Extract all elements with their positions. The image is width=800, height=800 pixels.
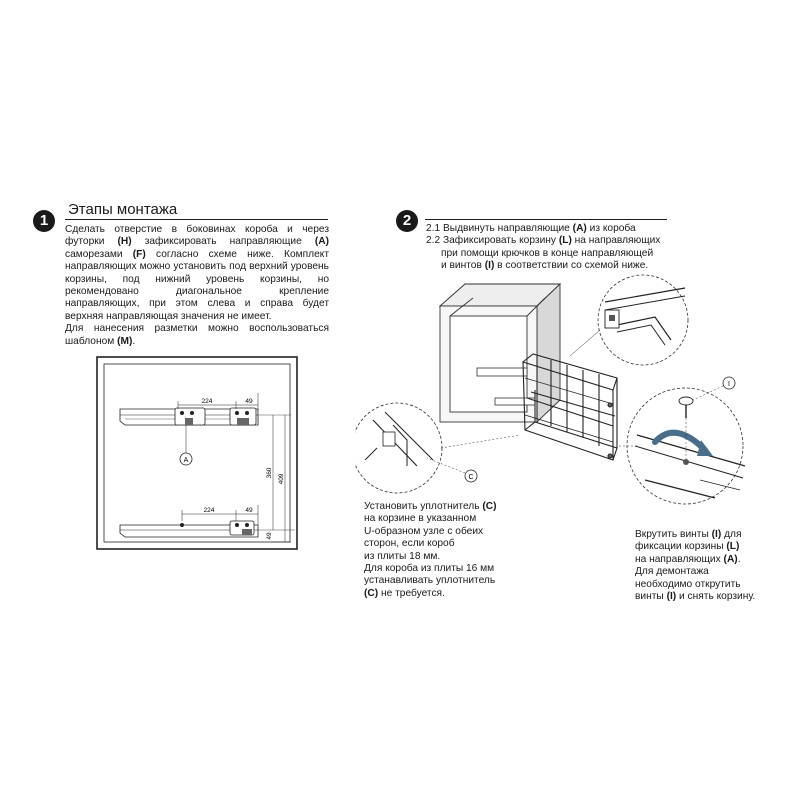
text-segment: верхняя направляющая значения не имеет. [65, 310, 272, 322]
callout-a: A [183, 457, 189, 464]
text-segment: зафиксировать направляющие [131, 236, 315, 248]
text-line [426, 235, 696, 247]
part-reference: (C) [482, 501, 497, 512]
text-line [364, 588, 524, 600]
text-line [364, 526, 524, 538]
text-line [635, 566, 785, 578]
upper-rail [120, 408, 258, 425]
section-title: Этапы монтажа [68, 201, 178, 218]
text-line [65, 323, 329, 335]
text-line [65, 274, 329, 286]
text-line [65, 236, 329, 248]
text-segment: сторон, если короб [364, 538, 455, 550]
part-reference: (H) [117, 236, 132, 248]
callout-i: I [728, 381, 730, 388]
part-reference: (I) [666, 591, 677, 603]
part-reference: (L) [726, 541, 740, 553]
dim-49-bottom: 49 [245, 507, 253, 514]
wire-basket [523, 354, 617, 460]
text-segment: . [132, 335, 136, 347]
text-line [364, 538, 524, 550]
text-segment: направляющих можно установить под верхний уровень [65, 261, 329, 273]
title-underline [65, 219, 328, 220]
dim-224-bottom: 224 [203, 507, 215, 514]
text-line [364, 575, 524, 587]
text-line [364, 563, 524, 575]
text-segment: направляющих, при этом слева и справа будет [65, 298, 329, 310]
part-reference: (A) [723, 553, 738, 565]
gasket-detail-inset [355, 403, 442, 493]
text-segment: не требуется. [378, 587, 445, 599]
text-line [426, 248, 696, 260]
part-reference: (I) [484, 260, 495, 272]
dim-224-top: 224 [201, 398, 213, 405]
text-segment: необходимо открутить [635, 578, 741, 590]
text-segment: в соответствии со схемой ниже. [494, 260, 649, 272]
text-line [65, 298, 329, 310]
text-segment: . [737, 553, 741, 565]
step-1-instructions [65, 224, 329, 348]
text-segment: фиксации корзины [635, 541, 727, 553]
callout-c: C [468, 474, 474, 481]
dim-409: 409 [278, 473, 285, 485]
text-segment: рекомендовано диагональное крепление [65, 286, 329, 298]
text-line [426, 223, 696, 235]
text-line [635, 529, 785, 541]
gasket-note [364, 501, 524, 600]
part-reference: (A) [314, 236, 329, 248]
part-reference: (F) [132, 248, 146, 260]
text-line [364, 551, 524, 563]
text-segment: Установить уплотнитель [364, 501, 483, 512]
dim-360: 360 [266, 467, 273, 479]
text-segment: 2.2 Зафиксировать корзину [426, 235, 559, 247]
text-segment: Для короба из плиты 16 мм [364, 563, 495, 575]
text-segment: из короба [586, 223, 636, 234]
text-segment: Сделать отверстие в боковинах короба и через [65, 224, 329, 235]
text-segment: и винтов [441, 260, 485, 272]
text-line [65, 224, 329, 236]
text-segment: устанавливать уплотнитель [364, 575, 496, 587]
text-segment: U-образном узле с обеих [364, 525, 484, 537]
text-segment: согласно схеме ниже. Комплект [145, 248, 329, 260]
text-segment: и снять корзину. [676, 591, 756, 603]
text-segment: на направляющих [571, 235, 661, 247]
text-segment: корзины, под нижний уровень корзины, но [65, 273, 329, 285]
text-segment: шаблоном [65, 335, 118, 347]
part-reference: (M) [117, 335, 133, 347]
text-line [65, 286, 329, 298]
step-2-instructions [426, 223, 696, 273]
part-reference: (I) [711, 529, 722, 540]
text-segment: для [721, 529, 742, 540]
text-line [364, 501, 524, 513]
step-1-badge: 1 [33, 210, 55, 232]
screw-icon [679, 397, 693, 405]
text-segment: на корзине в указанном [364, 513, 477, 525]
text-line [65, 336, 329, 348]
screw-note [635, 529, 785, 603]
dim-49-side: 49 [266, 532, 273, 540]
hook-detail-inset [598, 275, 688, 365]
text-segment: из плиты 18 мм. [364, 550, 441, 562]
text-segment: Вкрутить винты [635, 529, 712, 540]
part-reference: (A) [572, 223, 587, 234]
basket-installation-illustration [355, 270, 760, 505]
text-segment: саморезами [65, 248, 133, 260]
text-line [364, 513, 524, 525]
text-segment: на направляющих [635, 553, 724, 565]
text-line [635, 579, 785, 591]
part-reference: (L) [558, 235, 572, 247]
text-segment: Для нанесения разметки можно воспользоваться [65, 323, 329, 335]
screw-detail-inset [627, 388, 745, 504]
dim-49-top: 49 [245, 398, 253, 405]
text-line [635, 591, 785, 603]
text-segment: Для демонтажа [635, 566, 709, 578]
text-line [65, 311, 329, 323]
part-reference: (C) [364, 587, 379, 599]
rail-mounting-drawing [95, 355, 315, 555]
text-segment: при помощи крючков в конце направляющей [441, 247, 654, 259]
text-line [65, 249, 329, 261]
text-segment: винты [635, 591, 667, 603]
text-segment: футорки [65, 236, 118, 248]
text-line [635, 541, 785, 553]
step-2-underline [425, 219, 667, 220]
text-line [635, 554, 785, 566]
text-segment: 2.1 Выдвинуть направляющие [426, 223, 573, 234]
step-2-badge: 2 [396, 210, 418, 232]
text-line [65, 261, 329, 273]
